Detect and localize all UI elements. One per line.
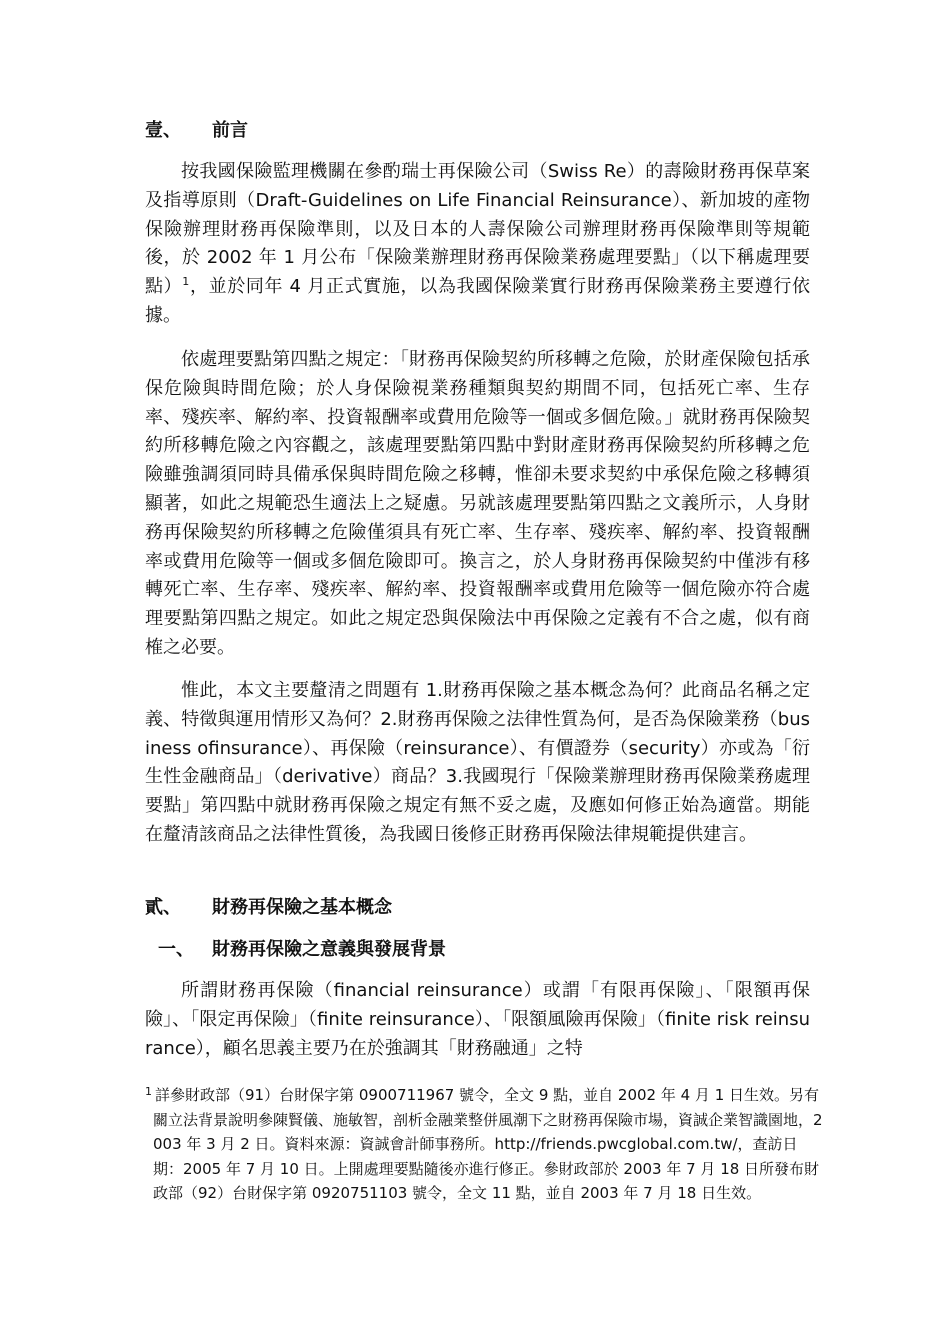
section-number: 壹、 [145,120,181,141]
paragraph-text: ，並於同年 4 月正式實施，以為我國保險業實行財務再保險業務主要遵行依據。 [145,276,810,326]
footnote [145,1083,823,1206]
paragraph-research-questions: 惟此，本文主要釐清之問題有 1.財務再保險之基本概念為何？此商品名稱之定義、特徵與運用情形又為何？2.財務再保險之法律性質為何，是否為保險業務（business ofinsurance）、再保險（reinsurance）、有價證券（security）亦或為「衍生性金融商品」（derivative）商品？3.我國現行「保險業辦理財務再保險業務處理要點」第四點中就財務再保險之規定有無不妥之處，及應如何修正始為適當。期能在釐清該商品之法律性質後，為我國日後修正財務再保險法律規範提供建言。 [145,680,810,845]
paragraph-rule-four: 依處理要點第四點之規定：「財務再保險契約所移轉之危險，於財產保險包括承保危險與時間危險；於人身保險視業務種類與契約期間不同，包括死亡率、生存率、殘疾率、解約率、投資報酬率或費用危險等一個或多個危險。」就財務再保險契約所移轉危險之內容觀之，該處理要點第四點中對財產財務再保險契約所移轉之危險雖強調須同時具備承保與時間危險之移轉，惟卻未要求契約中承保危險之移轉須顯著，如此之規範恐生適法上之疑慮。另就該處理要點第四點之文義所示，人身財務再保險契約所移轉之危險僅須具有死亡率、生存率、殘疾率、解約率、投資報酬率或費用危險等一個或多個危險即可。換言之，於人身財務再保險契約中僅涉有移轉死亡率、生存率、殘疾率、解約率、投資報酬率或費用危險等一個危險亦符合處理要點第四點之規定。如此之規定恐與保險法中再保險之定義有不合之處，似有商榷之必要。 [145,349,810,658]
subsection-title: 財務再保險之意義與發展背景 [212,939,446,960]
footnote-marker: 1 [145,1085,152,1098]
footnote-reference[interactable]: 1 [182,275,190,289]
subsection-number: 一、 [158,939,194,960]
footnote-text: 詳參財政部（91）台財保字第 0900711967 號令，全文 9 點，並自 2002 年 4 月 1 日生效。另有關立法背景說明參陳賢儀、施敏智，剖析金融業整併風潮下之財務再保險市場，資誠企業智識園地，2003 年 3 月 2 日。資料來源：資誠會計師事務所。http://friends.pwcglobal.com.tw/，查訪日期：2005 年 7 月 10 日。上開處理要點隨後亦進行修正。參財政部於 2003 年 7 月 18 日所發布財政部（92）台財保字第 0920751103 號令，全文 11 點，並自 2003 年 7 月 18 日生效。 [153,1086,823,1202]
paragraph-text: 按我國保險監理機關在參酌瑞士再保險公司（Swiss Re）的壽險財務再保草案及指導原則（Draft-Guidelines on Life Financial Reinsurance）、新加坡的產物保險辦理財務再保險準則，以及日本的人壽保險公司辦理財務再保險準則等規範後，於 2002 年 1 月公布「保險業辦理財務再保險業務處理要點」（以下稱處理要點） [145,161,810,298]
section-title: 前言 [212,120,248,141]
section-number: 貳、 [145,897,181,918]
subsection-heading-meaning [158,936,446,964]
section-title: 財務再保險之基本概念 [212,897,392,918]
paragraph-intro [145,158,810,331]
paragraph-definition: 所謂財務再保險（financial reinsurance）或謂「有限再保險」、「限額再保險」、「限定再保險」（finite reinsurance）、「限額風險再保險」（finite risk reinsurance），顧名思義主要乃在於強調其「財務融通」之特 [145,980,810,1059]
section-heading-basic-concepts [145,894,392,922]
section-heading-preface [145,117,248,145]
